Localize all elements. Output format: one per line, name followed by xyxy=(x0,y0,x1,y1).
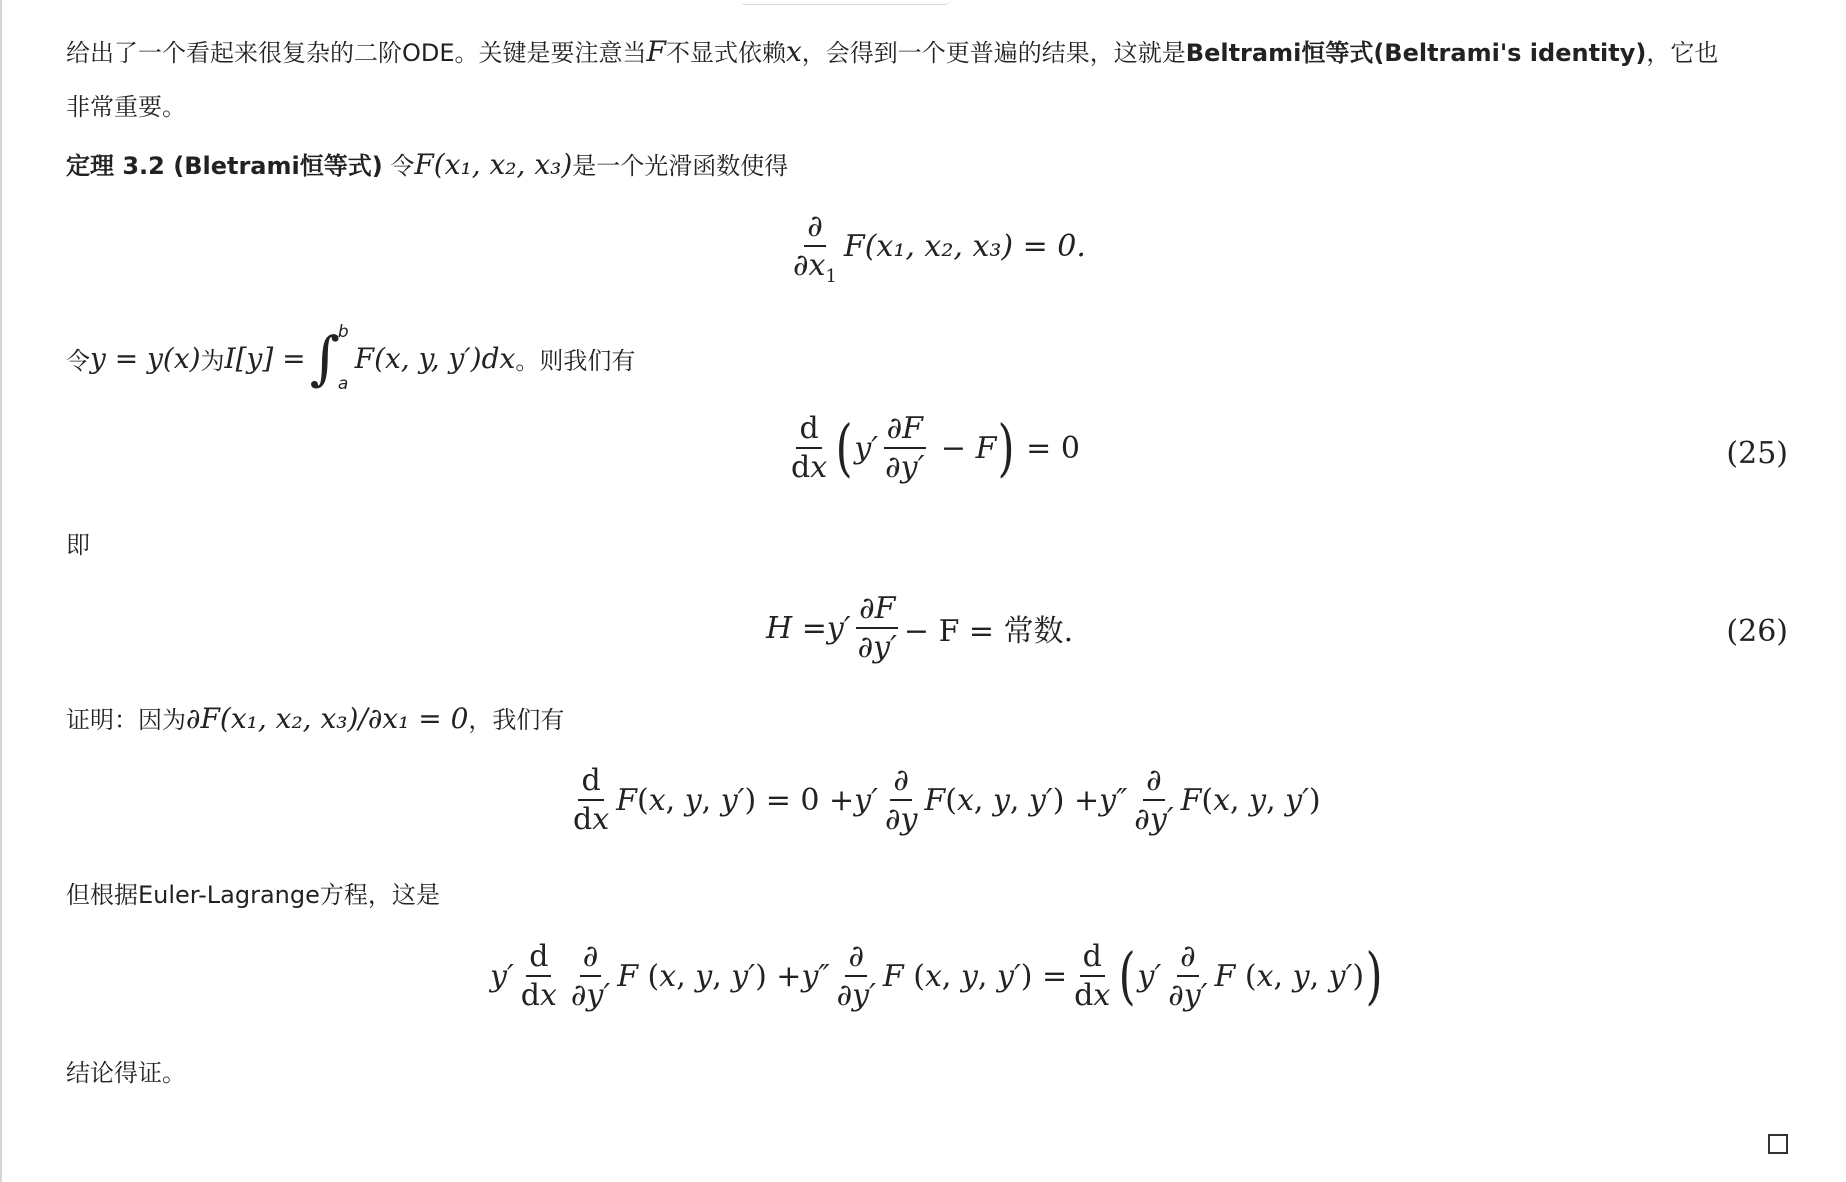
let-text-2: 为 xyxy=(200,346,225,375)
dF-dyprime-fraction: $\frac{\partial F}{\partial y'}$ xyxy=(885,411,925,485)
left-paren: ( xyxy=(835,411,853,484)
conclusion-text: 结论得证。 xyxy=(66,1059,186,1087)
ji-text: 即 xyxy=(66,531,90,559)
equation-26: H = y′ $\frac{\partial F}{\partial y'}$ − F = 常数. xyxy=(766,591,1074,665)
equation-euler-lagrange: y′ $\frac{d}{dx}$ $\frac{\partial}{\partial y'}$ F (x, y, y′) + y″ $\frac{\partial}{\partial y'}$ F (x, y, y′) = $\frac{d}{dx}$ ( y′ $\frac{\partial}{\partial y'}$ F (x, y, y′) ) xyxy=(490,939,1383,1013)
left-paren-2: ( xyxy=(1118,939,1136,1012)
partial-y-fraction: $\frac{\partial}{\partial y}$ xyxy=(884,763,918,837)
right-paren: ) xyxy=(998,411,1016,484)
equation-condition xyxy=(786,209,1086,287)
intro-paragraph-line2: 非常重要。 xyxy=(66,93,186,121)
equation-chain-rule: $\frac{d}{dx}$ F (x, y, y′) = 0 + y′ $\frac{\partial}{\partial y}$ F (x, y, y′) + y″ $\frac{\partial}{\partial y'}$ F (x, y, y′) xyxy=(566,764,1321,836)
d-dx-fraction-3: $\frac{d}{dx}$ xyxy=(520,939,557,1013)
intro-text-2: 不显式依赖 xyxy=(665,39,786,67)
d-dx-fraction: $\frac{d}{dx}$ xyxy=(791,411,828,485)
intro-text-3: ，会得到一个更普遍的结果，这就是 xyxy=(801,39,1186,67)
functional-I: I[y] = xyxy=(224,341,306,375)
equation-number-25: (25) xyxy=(1726,436,1788,471)
intro-text-4: ，它也 xyxy=(1646,39,1719,67)
partial-x1-fraction: $\frac{\partial}{\partial x_1}$ xyxy=(793,209,837,287)
equation-25: $\frac{d}{dx}$ ( y′ $\frac{\partial F}{\partial y'}$ − F ) = 0 xyxy=(784,412,1080,484)
theorem-text-before: 令 xyxy=(382,152,415,180)
right-paren-2: ) xyxy=(1365,939,1383,1012)
intro-var-F: F xyxy=(646,35,666,68)
page-left-border xyxy=(0,0,2,1182)
functional-definition-line xyxy=(66,322,635,394)
d-dx-fraction-2: $\frac{d}{dx}$ xyxy=(573,763,610,837)
intro-var-x: x xyxy=(785,35,802,68)
theorem-function: F(x₁, x₂, x₃) xyxy=(414,148,573,181)
intro-paragraph-line1 xyxy=(66,25,1718,80)
partial-yprime-fraction-4: $\frac{\partial}{\partial y'}$ xyxy=(1168,939,1208,1013)
qed-square-icon xyxy=(1768,1134,1788,1154)
integral-sign: ∫ b a xyxy=(309,322,349,394)
condition-rhs: F(x₁, x₂, x₃) = 0. xyxy=(843,228,1086,264)
d-dx-fraction-4: $\frac{d}{dx}$ xyxy=(1074,939,1111,1013)
proof-text-1: 证明：因为 xyxy=(66,706,186,734)
let-text-1: 令 xyxy=(66,346,90,375)
partial-yprime-fraction-2: $\frac{\partial}{\partial y'}$ xyxy=(570,939,611,1013)
eq26-rhs: − F = 常数. xyxy=(903,614,1074,649)
clipped-top-element xyxy=(740,0,950,5)
intro-text-1: 给出了一个看起来很复杂的二阶ODE。关键是要注意当 xyxy=(66,39,647,67)
equation-number-26: (26) xyxy=(1726,614,1788,649)
partial-yprime-fraction-3: $\frac{\partial}{\partial y'}$ xyxy=(836,939,876,1013)
theorem-statement xyxy=(66,138,788,193)
dF-dyprime-fraction-26: $\frac{\partial F}{\partial y'}$ xyxy=(857,591,897,665)
theorem-text-after: 是一个光滑函数使得 xyxy=(572,152,789,180)
theorem-label: 定理 3.2 (Bletrami恒等式) xyxy=(66,152,383,180)
beltrami-identity-term: Beltrami恒等式(Beltrami's identity) xyxy=(1185,39,1647,67)
proof-text-2: ，我们有 xyxy=(468,706,565,734)
integrand: F(x, y, y′)dx xyxy=(354,341,516,375)
partial-yprime-fraction: $\frac{\partial}{\partial y'}$ xyxy=(1134,763,1174,837)
proof-intro xyxy=(66,692,564,747)
proof-condition: ∂F(x₁, x₂, x₃)/∂x₁ = 0 xyxy=(186,702,469,735)
y-of-x: y = y(x) xyxy=(90,341,201,375)
let-text-3: 。则我们有 xyxy=(515,346,636,375)
integral-upper-limit: b xyxy=(337,322,349,342)
integral-lower-limit: a xyxy=(337,374,349,394)
euler-lagrange-text: 但根据Euler-Lagrange方程，这是 xyxy=(66,881,440,909)
